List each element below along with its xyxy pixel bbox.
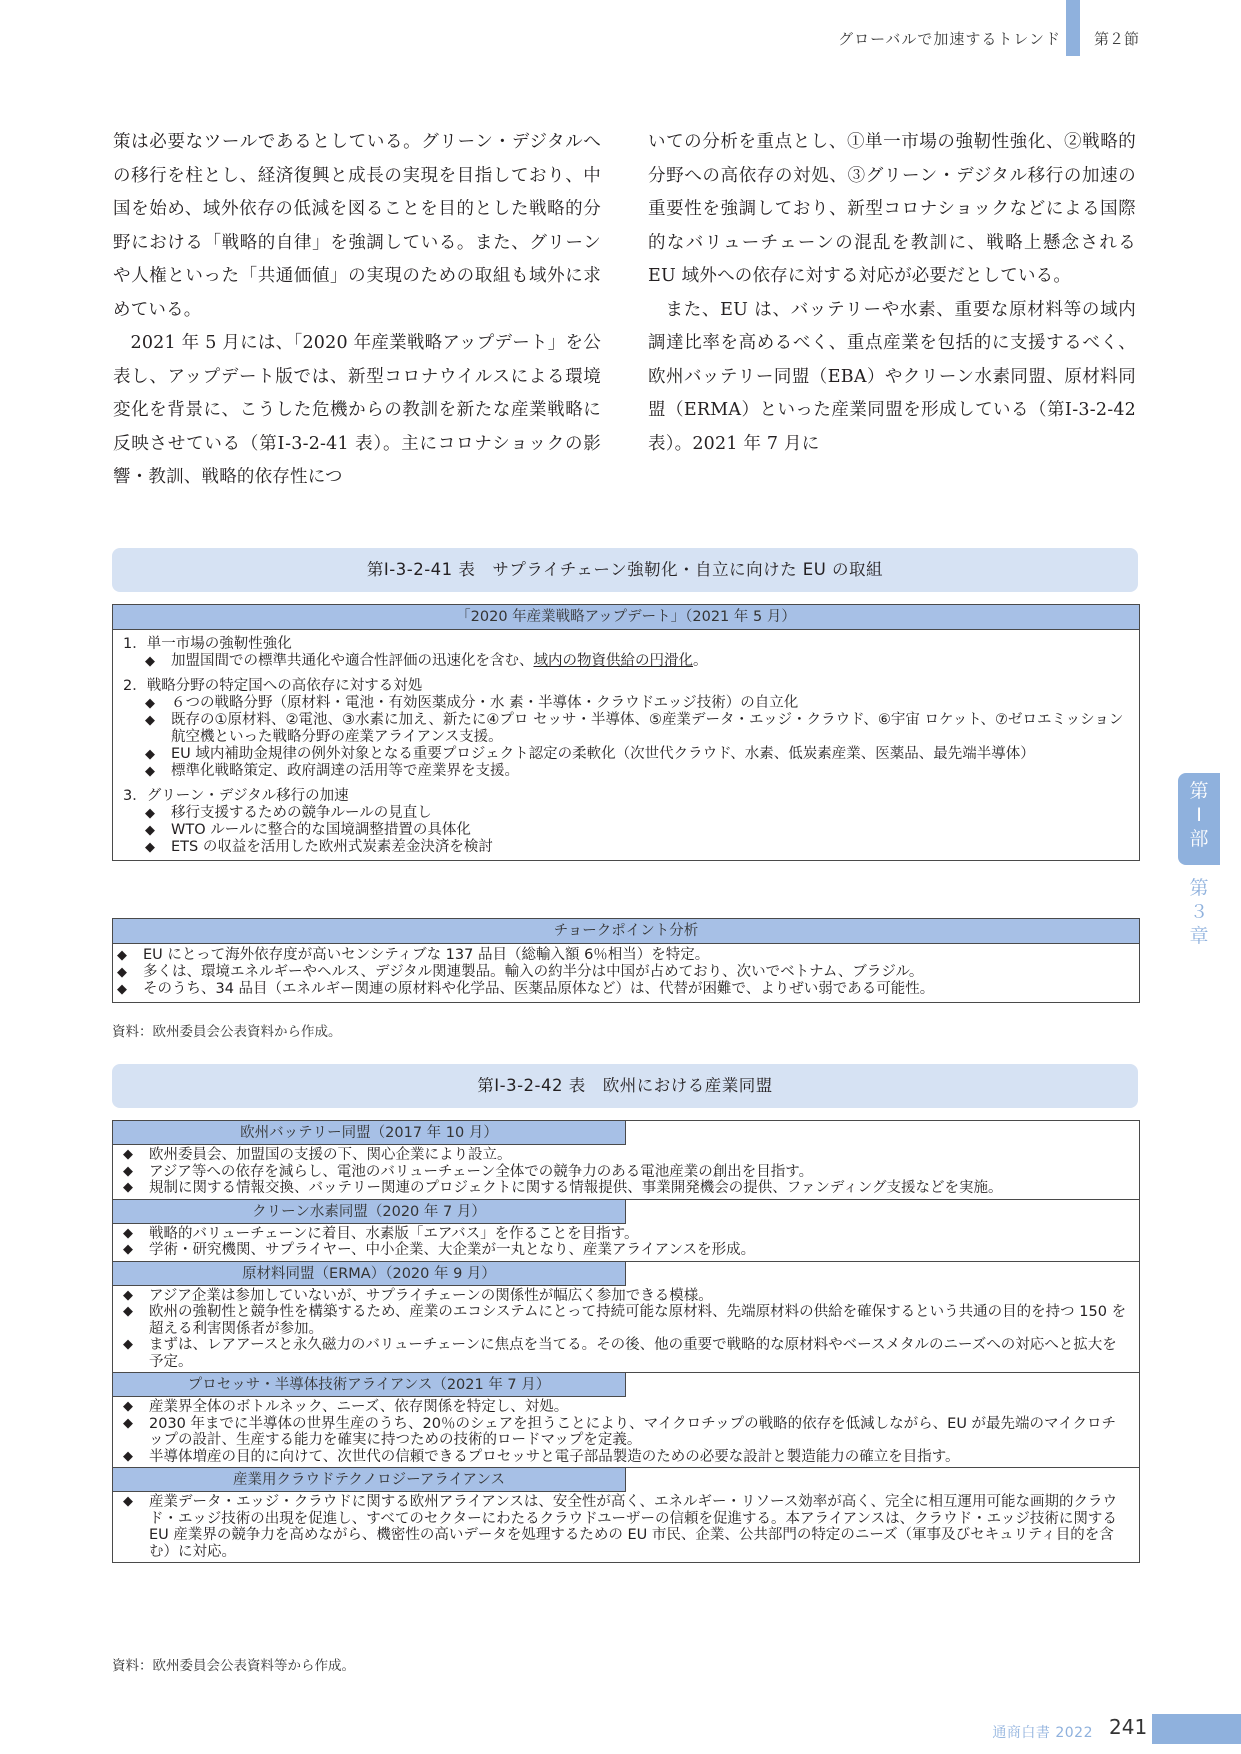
alliance-header: 欧州バッテリー同盟（2017 年 10 月） (113, 1121, 626, 1145)
list-item: ◆ EU にとって海外依存度が高いセンシティブな 137 品目（総輸入額 6％相当）を特定。 (117, 947, 710, 963)
diamond-bullet-icon: ◆ (123, 1225, 133, 1241)
section-heading: 2．戦略分野の特定国への高依存に対する対処 (123, 678, 423, 694)
diamond-bullet-icon: ◆ (117, 965, 127, 980)
list-item: ◆ 学術・研究機関、サプライヤー、中小企業、大企業が一丸となり、産業アライアンスを形成。 (123, 1242, 756, 1258)
table-title: 第Ⅰ-3-2-42 表 欧州における産業同盟 (112, 1064, 1138, 1108)
alliance-body (113, 1145, 1139, 1200)
body-paragraph: 2021 年 5 月には、「2020 年産業戦略アップデート」を公表し、アップデート版では、新型コロナウイルスによる環境変化を背景に、こうした危機からの教訓を新たな産業戦略に反映させている（第Ⅰ-3-2-41 表）。主にコロナショックの影響・教訓、戦略的依存性につ (113, 333, 601, 487)
diamond-bullet-icon: ◆ (145, 840, 155, 855)
diamond-bullet-icon: ◆ (123, 1415, 133, 1431)
industrial-alliances-table (112, 1120, 1140, 1563)
list-item: ◆ 既存の①原材料、②電池、③水素に加え、新たに④プロ セッサ・半導体、⑤産業データ・エッジ・クラウド、⑥宇宙 ロケット、⑦ゼロエミッション航空機といった戦略分野の産業アライアンス支援。 (145, 712, 1124, 745)
running-header-title: グローバルで加速するトレンド (838, 30, 1061, 48)
source-note: 資料：欧州委員会公表資料から作成。 (112, 1024, 342, 1040)
list-item: ◆ アジア等への依存を減らし、電池のバリューチェーン全体での競争力のある電池産業の創出を目指す。 (123, 1163, 814, 1180)
alliance-header: 原材料同盟（ERMA）（2020 年 9 月） (113, 1262, 626, 1286)
alliance-header: プロセッサ・半導体技術アライアンス（2021 年 7 月） (113, 1373, 626, 1397)
diamond-bullet-icon: ◆ (123, 1287, 133, 1303)
chapter-tab (1178, 876, 1220, 948)
diamond-bullet-icon: ◆ (145, 764, 155, 779)
box-header: 「2020 年産業戦略アップデート」（2021 年 5 月） (113, 605, 1139, 630)
list-item: ◆ 標準化戦略策定、政府調達の活用等で産業界を支援。 (145, 763, 519, 779)
list-item: ◆ アジア企業は参加していないが、サプライチェーンの関係性が幅広く参加できる模様。 (123, 1287, 713, 1304)
diamond-bullet-icon: ◆ (123, 1494, 133, 1509)
list-item: ◆ そのうち、34 品目（エネルギー関連の原材料や化学品、医薬品原体など）は、代替が困難で、よりぜい弱である可能性。 (117, 981, 935, 997)
list-item: ◆ EU 域内補助金規律の例外対象となる重要プロジェクト認定の柔軟化（次世代クラウド、水素、低炭素産業、医薬品、最先端半導体） (145, 746, 1035, 762)
list-item: ◆ 規制に関する情報交換、バッテリー関連のプロジェクトに関する情報提供、事業開発機会の提供、ファンディング支援などを実施。 (123, 1180, 1003, 1196)
list-item: ◆ まずは、レアアースと永久磁力のバリューチェーンに焦点を当てる。その後、他の重要で戦略的な原材料やベースメタルのニーズへの対応へと拡大を予定。 (123, 1337, 1117, 1370)
alliance-body (113, 1286, 1139, 1374)
table-title: 第Ⅰ-3-2-41 表 サプライチェーン強靭化・自立に向けた EU の取組 (112, 548, 1138, 592)
list-item: ◆ 欧州の強靭性と競争性を構築するため、産業のエコシステムにとって持続可能な原材料、先端原材料の供給を確保するという共通の目的を持つ 150 を超える利害関係者が参加。 (123, 1304, 1127, 1337)
diamond-bullet-icon: ◆ (123, 1147, 133, 1162)
alliance-body (113, 1224, 1139, 1262)
diamond-bullet-icon: ◆ (117, 948, 127, 963)
section-heading: 1．単一市場の強靭性強化 (123, 636, 292, 652)
list-item: ◆ 加盟国間での標準共通化や適合性評価の迅速化を含む、域内の物資供給の円滑化。 (145, 653, 708, 669)
diamond-bullet-icon: ◆ (123, 1448, 133, 1464)
alliance-header: クリーン水素同盟（2020 年 7 月） (113, 1200, 626, 1224)
alliance-body (113, 1397, 1139, 1468)
box-header: チョークポイント分析 (113, 919, 1139, 944)
part-tab (1178, 773, 1220, 865)
header-accent-bar (1066, 0, 1080, 56)
diamond-bullet-icon: ◆ (145, 806, 155, 821)
list-item: ◆ ６つの戦略分野（原材料・電池・有効医薬成分・水 素・半導体・クラウドエッジ技術）の自立化 (145, 695, 799, 711)
body-column-right (648, 126, 1136, 461)
list-item: ◆ 欧州委員会、加盟国の支援の下、関心企業により設立。 (123, 1147, 512, 1163)
footer-accent-bar (1152, 1714, 1241, 1744)
diamond-bullet-icon: ◆ (123, 1337, 133, 1352)
diamond-bullet-icon: ◆ (123, 1242, 133, 1257)
body-paragraph: いての分析を重点とし、①単一市場の強靭性強化、②戦略的分野への高依存の対処、③グリーン・デジタル移行の加速の重要性を強調しており、新型コロナショックなどによる国際的なバリューチェーンの混乱を教訓に、戦略上懸念される EU 域外への依存に対する対応が必要だとしている。 (648, 132, 1136, 286)
page-number: 241 (1109, 1715, 1148, 1739)
list-item: ◆ 移行支援するための競争ルールの見直し (145, 805, 432, 821)
chokepoint-box (112, 918, 1140, 1003)
list-item: ◆ 半導体増産の目的に向けて、次世代の信頼できるプロセッサと電子部品製造のための必要な設計と製造能力の確立を目指す。 (123, 1448, 960, 1465)
alliance-body (113, 1492, 1139, 1562)
strategy-update-box (112, 604, 1140, 861)
list-item: ◆ 2030 年までに半導体の世界生産のうち、20％のシェアを担うことにより、マイクロチップの戦略的依存を低減しながら、EU が最先端のマイクロチップの設計、生産する能力を確実に持つための技術的ロードマップを定義。 (123, 1415, 1116, 1448)
diamond-bullet-icon: ◆ (123, 1399, 133, 1414)
diamond-bullet-icon: ◆ (145, 654, 155, 669)
source-note: 資料：欧州委員会公表資料等から作成。 (112, 1658, 355, 1674)
diamond-bullet-icon: ◆ (123, 1163, 133, 1179)
body-column-left (113, 126, 601, 495)
list-item: ◆ 多くは、環境エネルギーやヘルス、デジタル関連製品。輸入の約半分は中国が占めており、次いでベトナム、ブラジル。 (117, 964, 924, 980)
body-paragraph: また、EU は、バッテリーや水素、重要な原材料等の域内調達比率を高めるべく、重点産業を包括的に支援するべく、欧州バッテリー同盟（EBA）やクリーン水素同盟、原材料同盟（ERMA）といった産業同盟を形成している（第Ⅰ-3-2-42 表）。2021 年 7 月に (648, 299, 1136, 454)
chapter-tab-label: 第３章 (1189, 877, 1209, 947)
diamond-bullet-icon: ◆ (123, 1180, 133, 1195)
list-item: ◆ 産業界全体のボトルネック、ニーズ、依存関係を特定し、対処。 (123, 1399, 569, 1415)
diamond-bullet-icon: ◆ (123, 1304, 133, 1319)
diamond-bullet-icon: ◆ (117, 982, 127, 997)
running-header-section: 第２節 (1094, 30, 1140, 48)
list-item: ◆ ETS の収益を活用した欧州式炭素差金決済を検討 (145, 839, 493, 855)
list-item: ◆ 戦略的バリューチェーンに着目、水素版「エアバス」を作ることを目指す。 (123, 1225, 639, 1242)
list-item: ◆ 産業データ・エッジ・クラウドに関する欧州アライアンスは、安全性が高く、エネルギー・リソース効率が高く、完全に相互運用可能な画期的クラウド・エッジ技術の出現を促進し、すべてのセクターにわたるクラウドユーザーの信頼を促進する。本アライアンスは、クラウド・エッジ技術に関する EU 産業界の競争力を高めながら、機密性の高いデータを処理するための EU 市民、企業、公共部門の特定のニーズ（軍事及びセキュリティ目的を含む）に対応。 (123, 1494, 1118, 1560)
diamond-bullet-icon: ◆ (145, 747, 155, 762)
publication-name: 通商白書 2022 (992, 1725, 1093, 1741)
diamond-bullet-icon: ◆ (145, 713, 155, 728)
diamond-bullet-icon: ◆ (145, 823, 155, 838)
alliance-header: 産業用クラウドテクノロジーアライアンス (113, 1468, 626, 1492)
list-item: ◆ WTO ルールに整合的な国境調整措置の具体化 (145, 822, 471, 838)
section-heading: 3．グリーン・デジタル移行の加速 (123, 788, 349, 804)
part-tab-label: 第Ⅰ部 (1189, 780, 1209, 850)
body-paragraph: 策は必要なツールであるとしている。グリーン・デジタルへの移行を柱とし、経済復興と成長の実現を目指しており、中国を始め、域外依存の低減を図ることを目的とした戦略的分野における「戦略的自律」を強調している。また、グリーンや人権といった「共通価値」の実現のための取組も域外に求めている。 (113, 132, 601, 320)
diamond-bullet-icon: ◆ (145, 696, 155, 711)
